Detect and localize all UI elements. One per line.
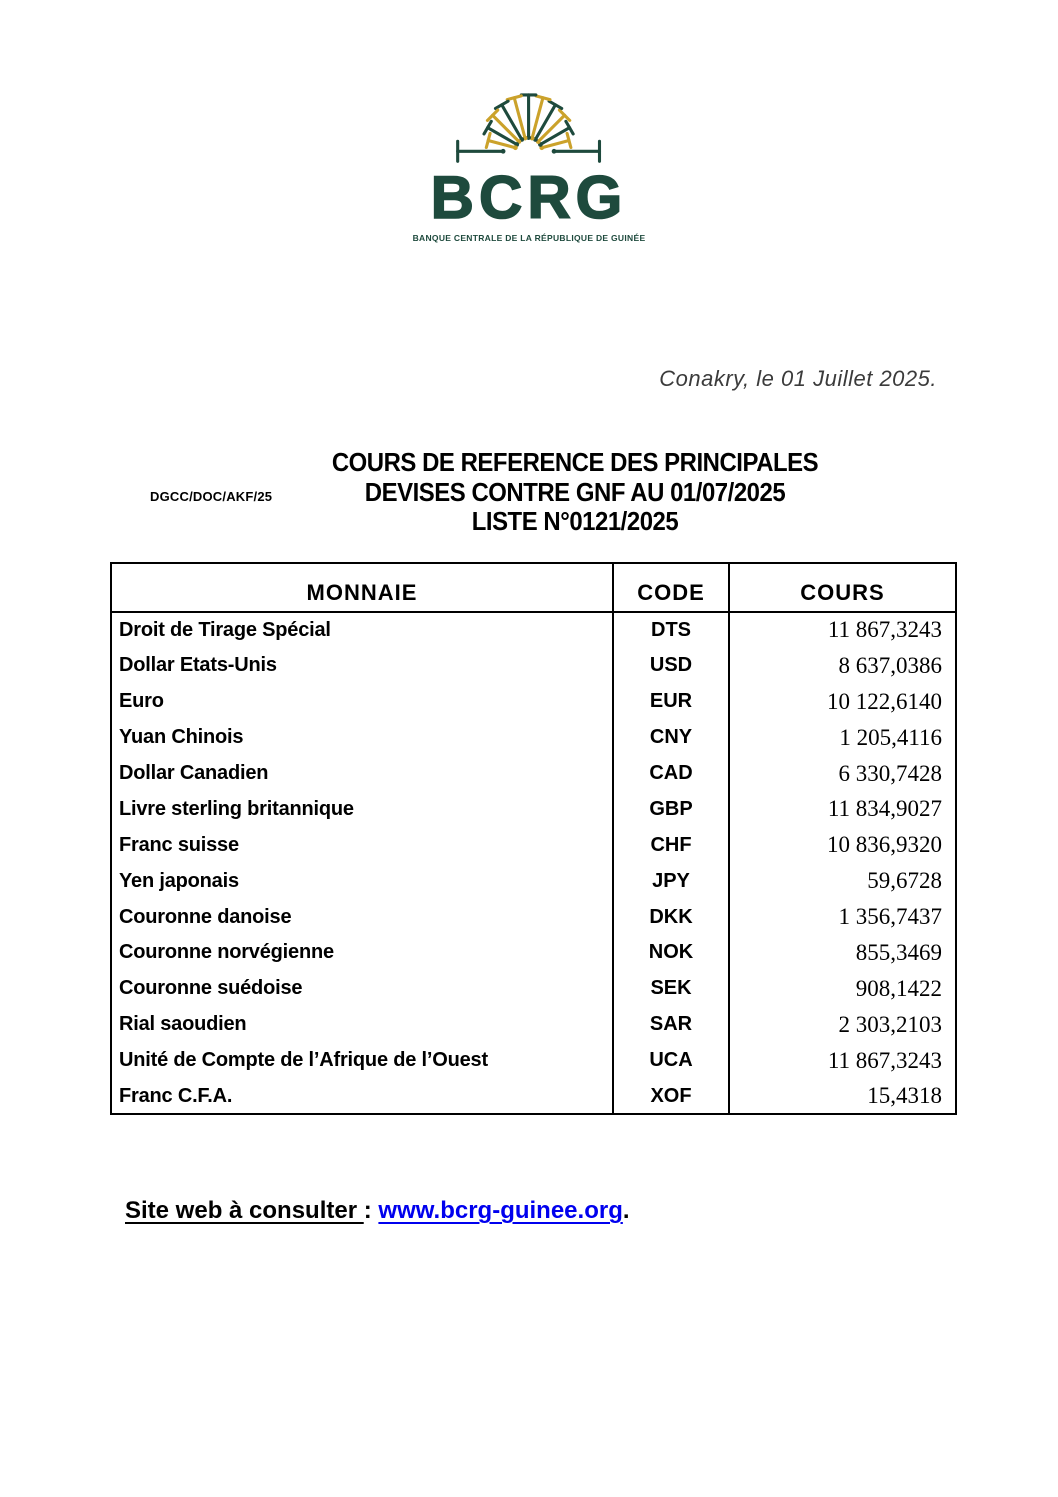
cours-cell: 11 867,3243 xyxy=(827,1047,942,1073)
table-body xyxy=(111,612,956,1114)
monnaie-cell: Couronne norvégienne xyxy=(119,941,334,964)
cours-cell: 6 330,7428 xyxy=(838,760,942,786)
monnaie-cell: Unité de Compte de l’Afrique de l’Ouest xyxy=(119,1049,488,1072)
code-cell: XOF xyxy=(613,1079,729,1115)
monnaie-cell: Dollar Canadien xyxy=(119,762,269,784)
column-header-cours: COURS xyxy=(729,563,956,612)
monnaie-cell: Euro xyxy=(119,690,164,713)
cours-cell: 8 637,0386 xyxy=(838,652,942,678)
cours-cell: 1 356,7437 xyxy=(838,904,942,930)
bcrg-logo-acronym: BCRG xyxy=(430,164,628,231)
website-link[interactable]: www.bcrg-guinee.org xyxy=(378,1197,623,1224)
table-header-row xyxy=(111,563,956,612)
table-row xyxy=(111,720,956,756)
cours-cell: 908,1422 xyxy=(855,975,942,1001)
code-cell: GBP xyxy=(613,791,729,827)
monnaie-cell: Yuan Chinois xyxy=(119,726,244,749)
website-separator: : xyxy=(363,1197,379,1224)
reference-number: DGCC/DOC/AKF/25 xyxy=(150,489,273,504)
monnaie-cell: Couronne suédoise xyxy=(119,977,303,1000)
table-row xyxy=(111,684,956,720)
code-cell: SEK xyxy=(613,971,729,1007)
monnaie-cell: Livre sterling britannique xyxy=(119,797,354,820)
cours-cell: 855,3469 xyxy=(855,939,942,965)
table-row xyxy=(111,1043,956,1079)
title-line-2: DEVISES CONTRE GNF AU 01/07/2025 xyxy=(364,476,786,507)
cours-cell: 11 867,3243 xyxy=(827,617,942,643)
code-cell: CNY xyxy=(613,720,729,756)
code-cell: UCA xyxy=(613,1043,729,1079)
title-line-1: COURS DE REFERENCE DES PRINCIPALES xyxy=(331,447,819,477)
monnaie-cell: Franc C.F.A. xyxy=(119,1084,233,1107)
column-header-monnaie: MONNAIE xyxy=(111,563,613,612)
bcrg-logo-tagline: BANQUE CENTRALE DE LA RÉPUBLIQUE DE GUINÉE xyxy=(412,233,646,243)
website-label: Site web à consulter xyxy=(125,1197,364,1224)
monnaie-cell: Franc suisse xyxy=(119,833,239,856)
code-cell: USD xyxy=(613,648,729,684)
cours-cell: 1 205,4116 xyxy=(839,724,942,750)
table-row xyxy=(111,971,956,1007)
cours-cell: 15,4318 xyxy=(867,1083,942,1109)
table-row xyxy=(111,1007,956,1043)
cours-cell: 10 836,9320 xyxy=(827,832,942,858)
cours-cell: 2 303,2103 xyxy=(838,1011,942,1037)
code-cell: DKK xyxy=(613,899,729,935)
title-line-3: LISTE N°0121/2025 xyxy=(471,506,679,536)
table-row xyxy=(111,791,956,827)
monnaie-cell: Droit de Tirage Spécial xyxy=(119,618,331,641)
column-header-code: CODE xyxy=(613,563,729,612)
table-row xyxy=(111,1079,956,1115)
date-line: Conakry, le 01 Juillet 2025. xyxy=(659,366,937,391)
bcrg-logo-fan-icon xyxy=(429,62,629,166)
code-cell: CHF xyxy=(613,827,729,863)
code-cell: DTS xyxy=(613,612,729,648)
code-cell: EUR xyxy=(613,684,729,720)
code-cell: JPY xyxy=(613,863,729,899)
code-cell: CAD xyxy=(613,756,729,792)
monnaie-cell: Rial saoudien xyxy=(119,1013,247,1036)
table-row xyxy=(111,827,956,863)
table-row xyxy=(111,756,956,792)
table-row xyxy=(111,863,956,899)
monnaie-cell: Couronne danoise xyxy=(119,905,292,928)
monnaie-cell: Yen japonais xyxy=(119,869,239,892)
table-row xyxy=(111,899,956,935)
website-suffix: . xyxy=(622,1197,630,1224)
code-cell: SAR xyxy=(613,1007,729,1043)
table-row xyxy=(111,935,956,971)
website-note xyxy=(125,1197,630,1225)
cours-cell: 59,6728 xyxy=(867,868,942,894)
cours-cell: 10 122,6140 xyxy=(827,688,942,714)
table-row xyxy=(111,648,956,684)
exchange-rates-table xyxy=(110,562,957,1115)
monnaie-cell: Dollar Etats-Unis xyxy=(119,654,277,677)
code-cell: NOK xyxy=(613,935,729,971)
cours-cell: 11 834,9027 xyxy=(827,796,942,822)
bcrg-logo xyxy=(413,62,646,243)
table-row xyxy=(111,612,956,648)
document-title xyxy=(184,448,966,537)
